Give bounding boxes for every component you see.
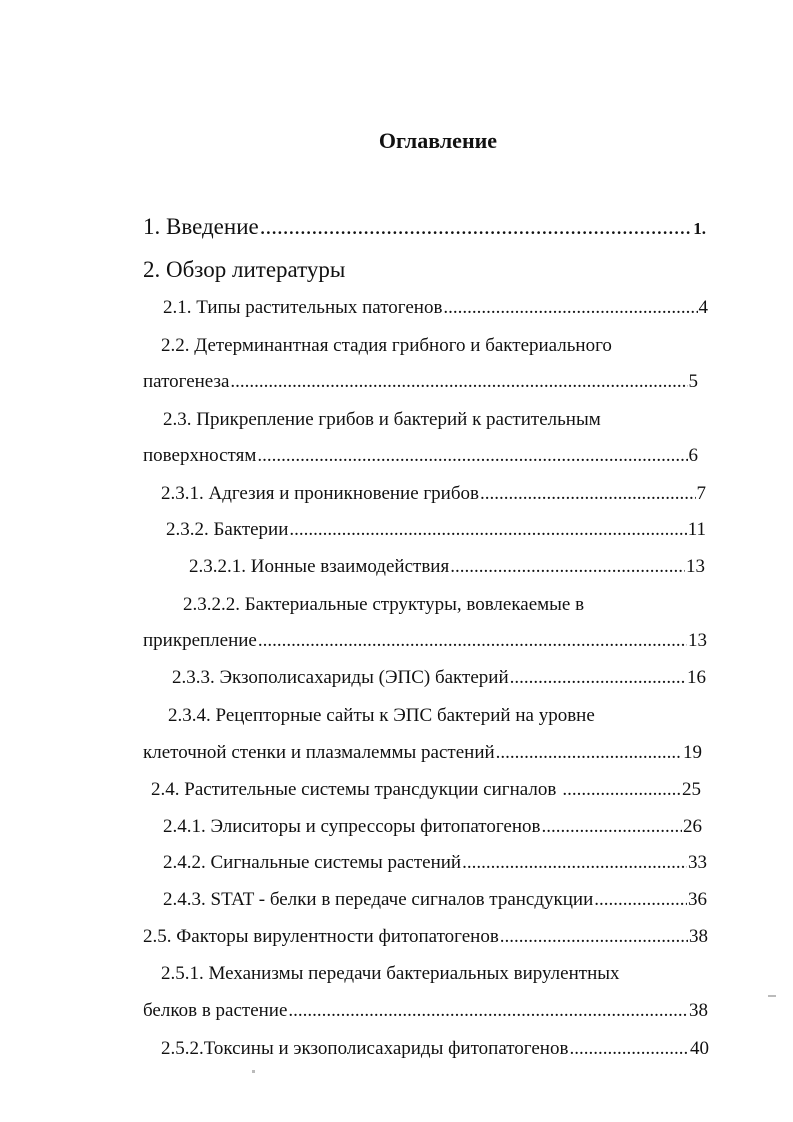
toc-entry-label: 2.4.3. STAT - белки в передаче сигналов трансдукции xyxy=(163,889,594,910)
toc-entry-2-4-2 xyxy=(163,851,707,875)
page-title: Оглавление xyxy=(378,128,498,153)
toc-entry-label: поверхностям xyxy=(143,445,257,466)
toc-entry-2-3-3 xyxy=(172,666,706,690)
toc-leader-dots xyxy=(510,666,686,690)
toc-entry-label: 2.3.2.1. Ионные взаимодействия xyxy=(189,556,450,577)
scan-speck xyxy=(252,1070,255,1073)
toc-entry-label: 2.1. Типы растительных патогенов xyxy=(163,297,443,318)
toc-entry-2-3-2-1 xyxy=(189,555,705,579)
toc-entry-page: 40 xyxy=(690,1038,709,1059)
toc-entry-2-3-line1: 2.3. Прикрепление грибов и бактерий к растительным xyxy=(163,409,601,430)
scan-speck xyxy=(768,995,776,997)
toc-entry-2-4-3 xyxy=(163,888,707,912)
toc-leader-dots xyxy=(257,444,687,468)
toc-entry-2-3-1 xyxy=(161,482,706,506)
toc-entry-2-4-1 xyxy=(163,815,702,839)
toc-entry-page: 38 xyxy=(689,926,708,947)
toc-leader-dots xyxy=(562,778,681,802)
toc-leader-dots xyxy=(289,518,686,542)
toc-entry-page: 4 xyxy=(698,297,708,318)
toc-leader-dots xyxy=(443,296,697,320)
toc-entry-2-3-2-2-line2 xyxy=(143,629,707,653)
toc-entry-label: 2.4.2. Сигнальные системы растений xyxy=(163,852,462,873)
toc-entry-2-4 xyxy=(151,778,701,802)
toc-leader-dots xyxy=(500,925,688,949)
toc-leader-dots xyxy=(450,555,685,579)
toc-entry-2-1 xyxy=(163,296,708,320)
toc-leader-dots xyxy=(496,741,682,765)
toc-entry-page: 13 xyxy=(686,556,705,577)
toc-entry-page: 33 xyxy=(688,852,707,873)
toc-entry-page: 5 xyxy=(688,371,698,392)
toc-entry-page: 7 xyxy=(696,483,706,504)
toc-entry-2-2-line2 xyxy=(143,370,698,394)
toc-entry-label: 2.3.2. Бактерии xyxy=(166,519,289,540)
toc-entry-page: 11 xyxy=(687,519,706,540)
toc-entry-page: 6 xyxy=(688,445,698,466)
toc-leader-dots xyxy=(258,629,687,653)
toc-entry-2-3-line2 xyxy=(143,444,698,468)
toc-leader-dots xyxy=(462,851,687,875)
toc-entry-2-3-4-line2 xyxy=(143,741,702,765)
toc-entry-label: 1. Введение xyxy=(143,214,259,239)
toc-leader-dots xyxy=(569,1037,689,1061)
toc-leader-dots xyxy=(230,370,687,394)
toc-entry-introduction xyxy=(143,213,706,243)
toc-entry-label: 2.5. Факторы вирулентности фитопатогенов xyxy=(143,926,499,947)
toc-entry-2-5-2 xyxy=(161,1037,709,1061)
toc-entry-2-3-4-line1: 2.3.4. Рецепторные сайты к ЭПС бактерий на уровне xyxy=(168,705,595,726)
toc-entry-label: 2.3.3. Экзополисахариды (ЭПС) бактерий xyxy=(172,667,509,688)
toc-entry-label: патогенеза xyxy=(143,371,230,392)
toc-entry-page: 19 xyxy=(683,742,702,763)
toc-entry-2-3-2-2-line1: 2.3.2.2. Бактериальные структуры, вовлекаемые в xyxy=(183,594,585,615)
toc-leader-dots xyxy=(288,999,688,1023)
toc-entry-page: 1. xyxy=(693,219,706,238)
toc-leader-dots xyxy=(594,888,687,912)
toc-entry-label: 2.4.1. Элиситоры и супрессоры фитопатогенов xyxy=(163,816,541,837)
toc-entry-page: 16 xyxy=(687,667,706,688)
toc-entry-label: клеточной стенки и плазмалеммы растений xyxy=(143,742,495,763)
toc-leader-dots xyxy=(260,213,693,241)
toc-leader-dots xyxy=(541,815,682,839)
toc-entry-page: 36 xyxy=(688,889,707,910)
toc-entry-page: 38 xyxy=(689,1000,708,1021)
toc-leader-dots xyxy=(480,482,696,506)
toc-entry-page: 13 xyxy=(688,630,707,651)
toc-entry-label: белков в растение xyxy=(143,1000,288,1021)
toc-entry-literature-review: 2. Обзор литературы xyxy=(143,257,346,282)
toc-entry-page: 25 xyxy=(682,779,701,800)
toc-entry-label: 2.3.1. Адгезия и проникновение грибов xyxy=(161,483,479,504)
toc-entry-2-5-1-line2 xyxy=(143,999,708,1023)
toc-entry-2-2-line1: 2.2. Детерминантная стадия грибного и бактериального xyxy=(161,335,612,356)
toc-entry-page: 26 xyxy=(683,816,702,837)
toc-entry-2-5-1-line1: 2.5.1. Механизмы передачи бактериальных вирулентных xyxy=(161,963,620,984)
toc-entry-label: прикрепление xyxy=(143,630,257,651)
toc-entry-label: 2.5.2.Токсины и экзополисахариды фитопатогенов xyxy=(161,1038,569,1059)
toc-entry-2-3-2 xyxy=(166,518,706,542)
toc-entry-2-5 xyxy=(143,925,708,949)
toc-entry-label: 2.4. Растительные системы трансдукции сигналов xyxy=(151,779,557,800)
